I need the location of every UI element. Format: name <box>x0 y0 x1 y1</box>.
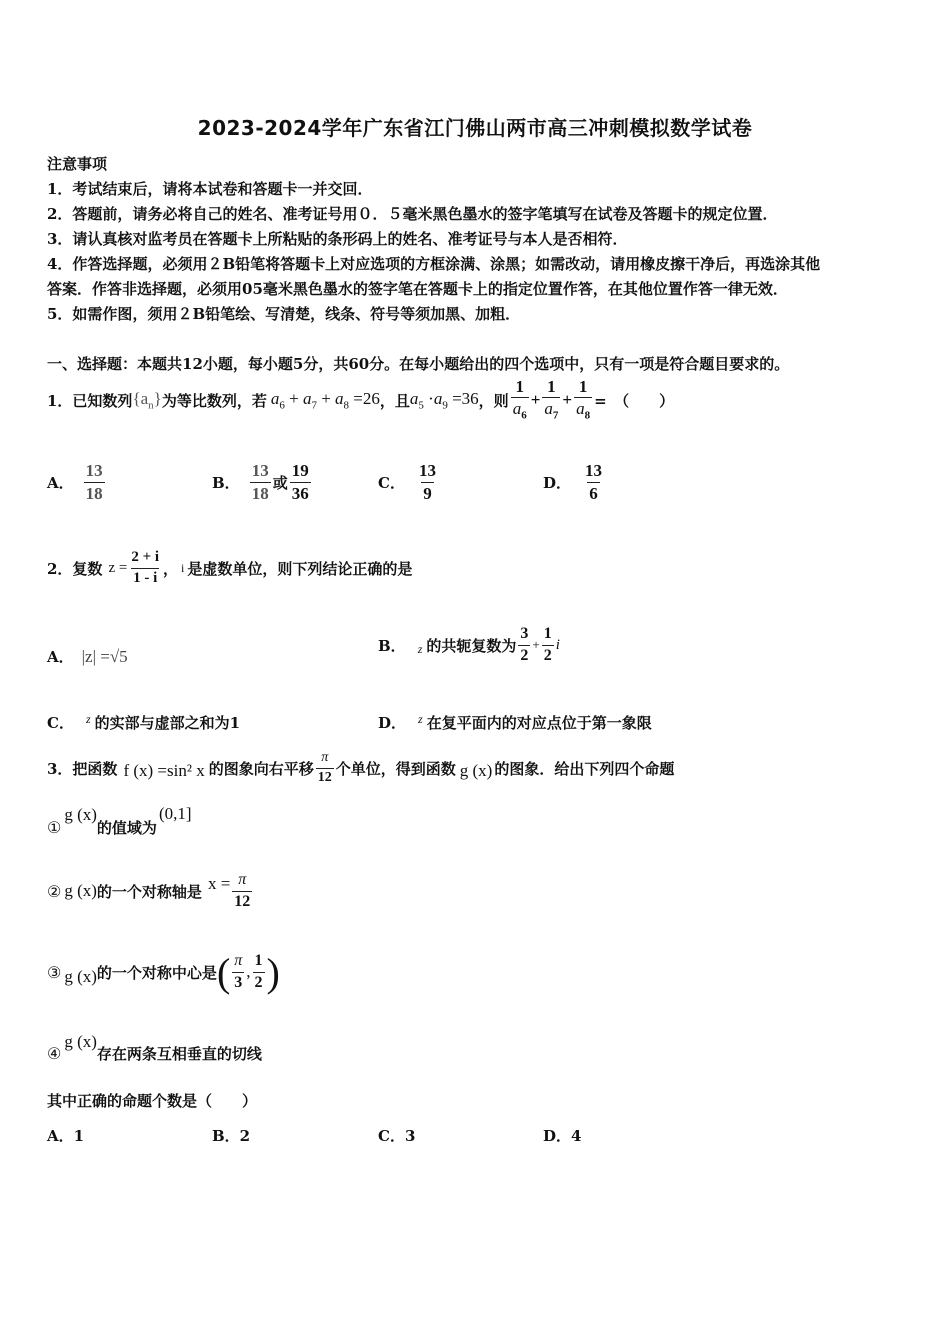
proposition-3: ③ g (x) 的一个对称中心是 ( $\frac{\pi}{3}$ , $\frac{1}{2}$ ) <box>47 949 280 995</box>
note-item: 答案．作答非选择题，必须用05毫米黑色墨水的签字笔在答题卡上的指定位置作答，在其他位置作答一律无效． <box>47 280 788 298</box>
proposition-1: ① g (x) 的值域为 (0,1] <box>47 804 192 837</box>
question-1: 1．已知数列 $\{a_n\}$ 为等比数列，若 $a_6 + a_7 + a_8 =26$ ，且 $a_5 \cdot a_9 =36$ ，则 $\frac{1}{a_6}$ + $\frac{1}{a_7}$ + $\frac{1}{a_8}$ = （ ） <box>47 376 675 422</box>
q2-z: z = <box>108 559 128 576</box>
notes-heading: 注意事项 <box>47 155 108 173</box>
q3-option-d[interactable]: D．4 <box>543 1127 582 1145</box>
q2-prefix: 2．复数 <box>47 559 103 578</box>
note-item: 5．如需作图，须用２B铅笔绘、写清楚，线条、符号等须加黑、加粗． <box>47 305 521 323</box>
q1-option-d[interactable]: D． $\frac{13}{6}$ <box>543 461 603 503</box>
q2-option-d[interactable]: D． z 在复平面内的对应点位于第一象限 <box>378 712 652 732</box>
note-item: 4．作答选择题，必须用２B铅笔将答题卡上对应选项的方框涂满、涂黑；如需改动，请用橡皮擦干净后，再选涂其他 <box>47 255 821 273</box>
note-item: 2．答题前，请务必将自己的姓名、准考证号用０．５毫米黑色墨水的签字笔填写在试卷及答题卡的规定位置． <box>47 205 778 223</box>
question-3: 3．把函数 f (x) =sin² x 的图象向右平移 $\frac{\pi}{12}$ 个单位，得到函数 g (x) 的图象．给出下列四个命题 <box>47 749 675 785</box>
q1-fraction: $\frac{1}{a_7}$ <box>544 376 559 422</box>
proposition-4: ④ g (x) 存在两条互相垂直的切线 <box>47 1032 262 1063</box>
q2-option-a[interactable]: A． |z| =√5 <box>47 646 128 666</box>
q3-question: 其中正确的命题个数是（ ） <box>47 1092 258 1110</box>
q1-equation-2: $a_5 \cdot a_9 =36$ <box>409 388 479 412</box>
q2-fraction: $\frac{2 + i}{1 - i}$ <box>131 548 160 586</box>
question-2: 2．复数 z = $\frac{2 + i}{1 - i}$ ， i 是虚数单位，则下列结论正确的是 <box>47 548 413 586</box>
q2-option-c[interactable]: C． z 的实部与虚部之和为1 <box>47 712 241 732</box>
q1-text-2: ，且 <box>379 391 410 410</box>
section-heading: 一、选择题：本题共12小题，每小题5分，共60分。在每小题给出的四个选项中，只有一项是符合题目要求的。 <box>47 355 790 373</box>
q1-option-b[interactable]: B． $\frac{13}{18}$ 或 $\frac{19}{36}$ <box>212 461 309 503</box>
q1-tail: = （ ） <box>594 391 675 410</box>
q3-option-b[interactable]: B．2 <box>212 1127 251 1145</box>
q1-text-3: ，则 <box>478 391 509 410</box>
note-item: 1．考试结束后，请将本试卷和答题卡一并交回． <box>47 180 373 198</box>
q3-shift-fraction: $\frac{\pi}{12}$ <box>317 749 332 785</box>
q1-prefix: 1．已知数列 <box>47 391 133 410</box>
q1-text-1: 为等比数列，若 <box>161 391 267 410</box>
q1-option-c[interactable]: C． $\frac{13}{9}$ <box>378 461 436 503</box>
page-title: 2023-2024学年广东省江门佛山两市高三冲刺模拟数学试卷 <box>197 116 753 140</box>
q1-fraction: $\frac{1}{a_6}$ <box>512 376 527 422</box>
q1-sequence: $\{a_n\}$ <box>132 388 162 412</box>
q2-i: i <box>181 560 185 575</box>
q3-prefix: 3．把函数 <box>47 759 118 778</box>
q1-equation-1: $a_6 + a_7 + a_8 =26$ <box>270 388 380 412</box>
q1-option-a[interactable]: A． $\frac{13}{18}$ <box>47 461 103 503</box>
q3-function: f (x) =sin² x <box>123 761 205 780</box>
q3-option-c[interactable]: C．3 <box>378 1127 416 1145</box>
q2-tail: 是虚数单位，则下列结论正确的是 <box>187 559 413 578</box>
q3-option-a[interactable]: A．1 <box>47 1127 85 1145</box>
q2-option-b[interactable]: B． z 的共轭复数为 $\frac{3}{2}$ + $\frac{1}{2}$ i <box>378 625 560 664</box>
note-item: 3．请认真核对监考员在答题卡上所粘贴的条形码上的姓名、准考证号与本人是否相符． <box>47 230 628 248</box>
proposition-2: ② g (x) 的一个对称轴是 x = $\frac{\pi}{12}$ <box>47 870 251 910</box>
q1-fraction: $\frac{1}{a_8}$ <box>576 376 591 422</box>
